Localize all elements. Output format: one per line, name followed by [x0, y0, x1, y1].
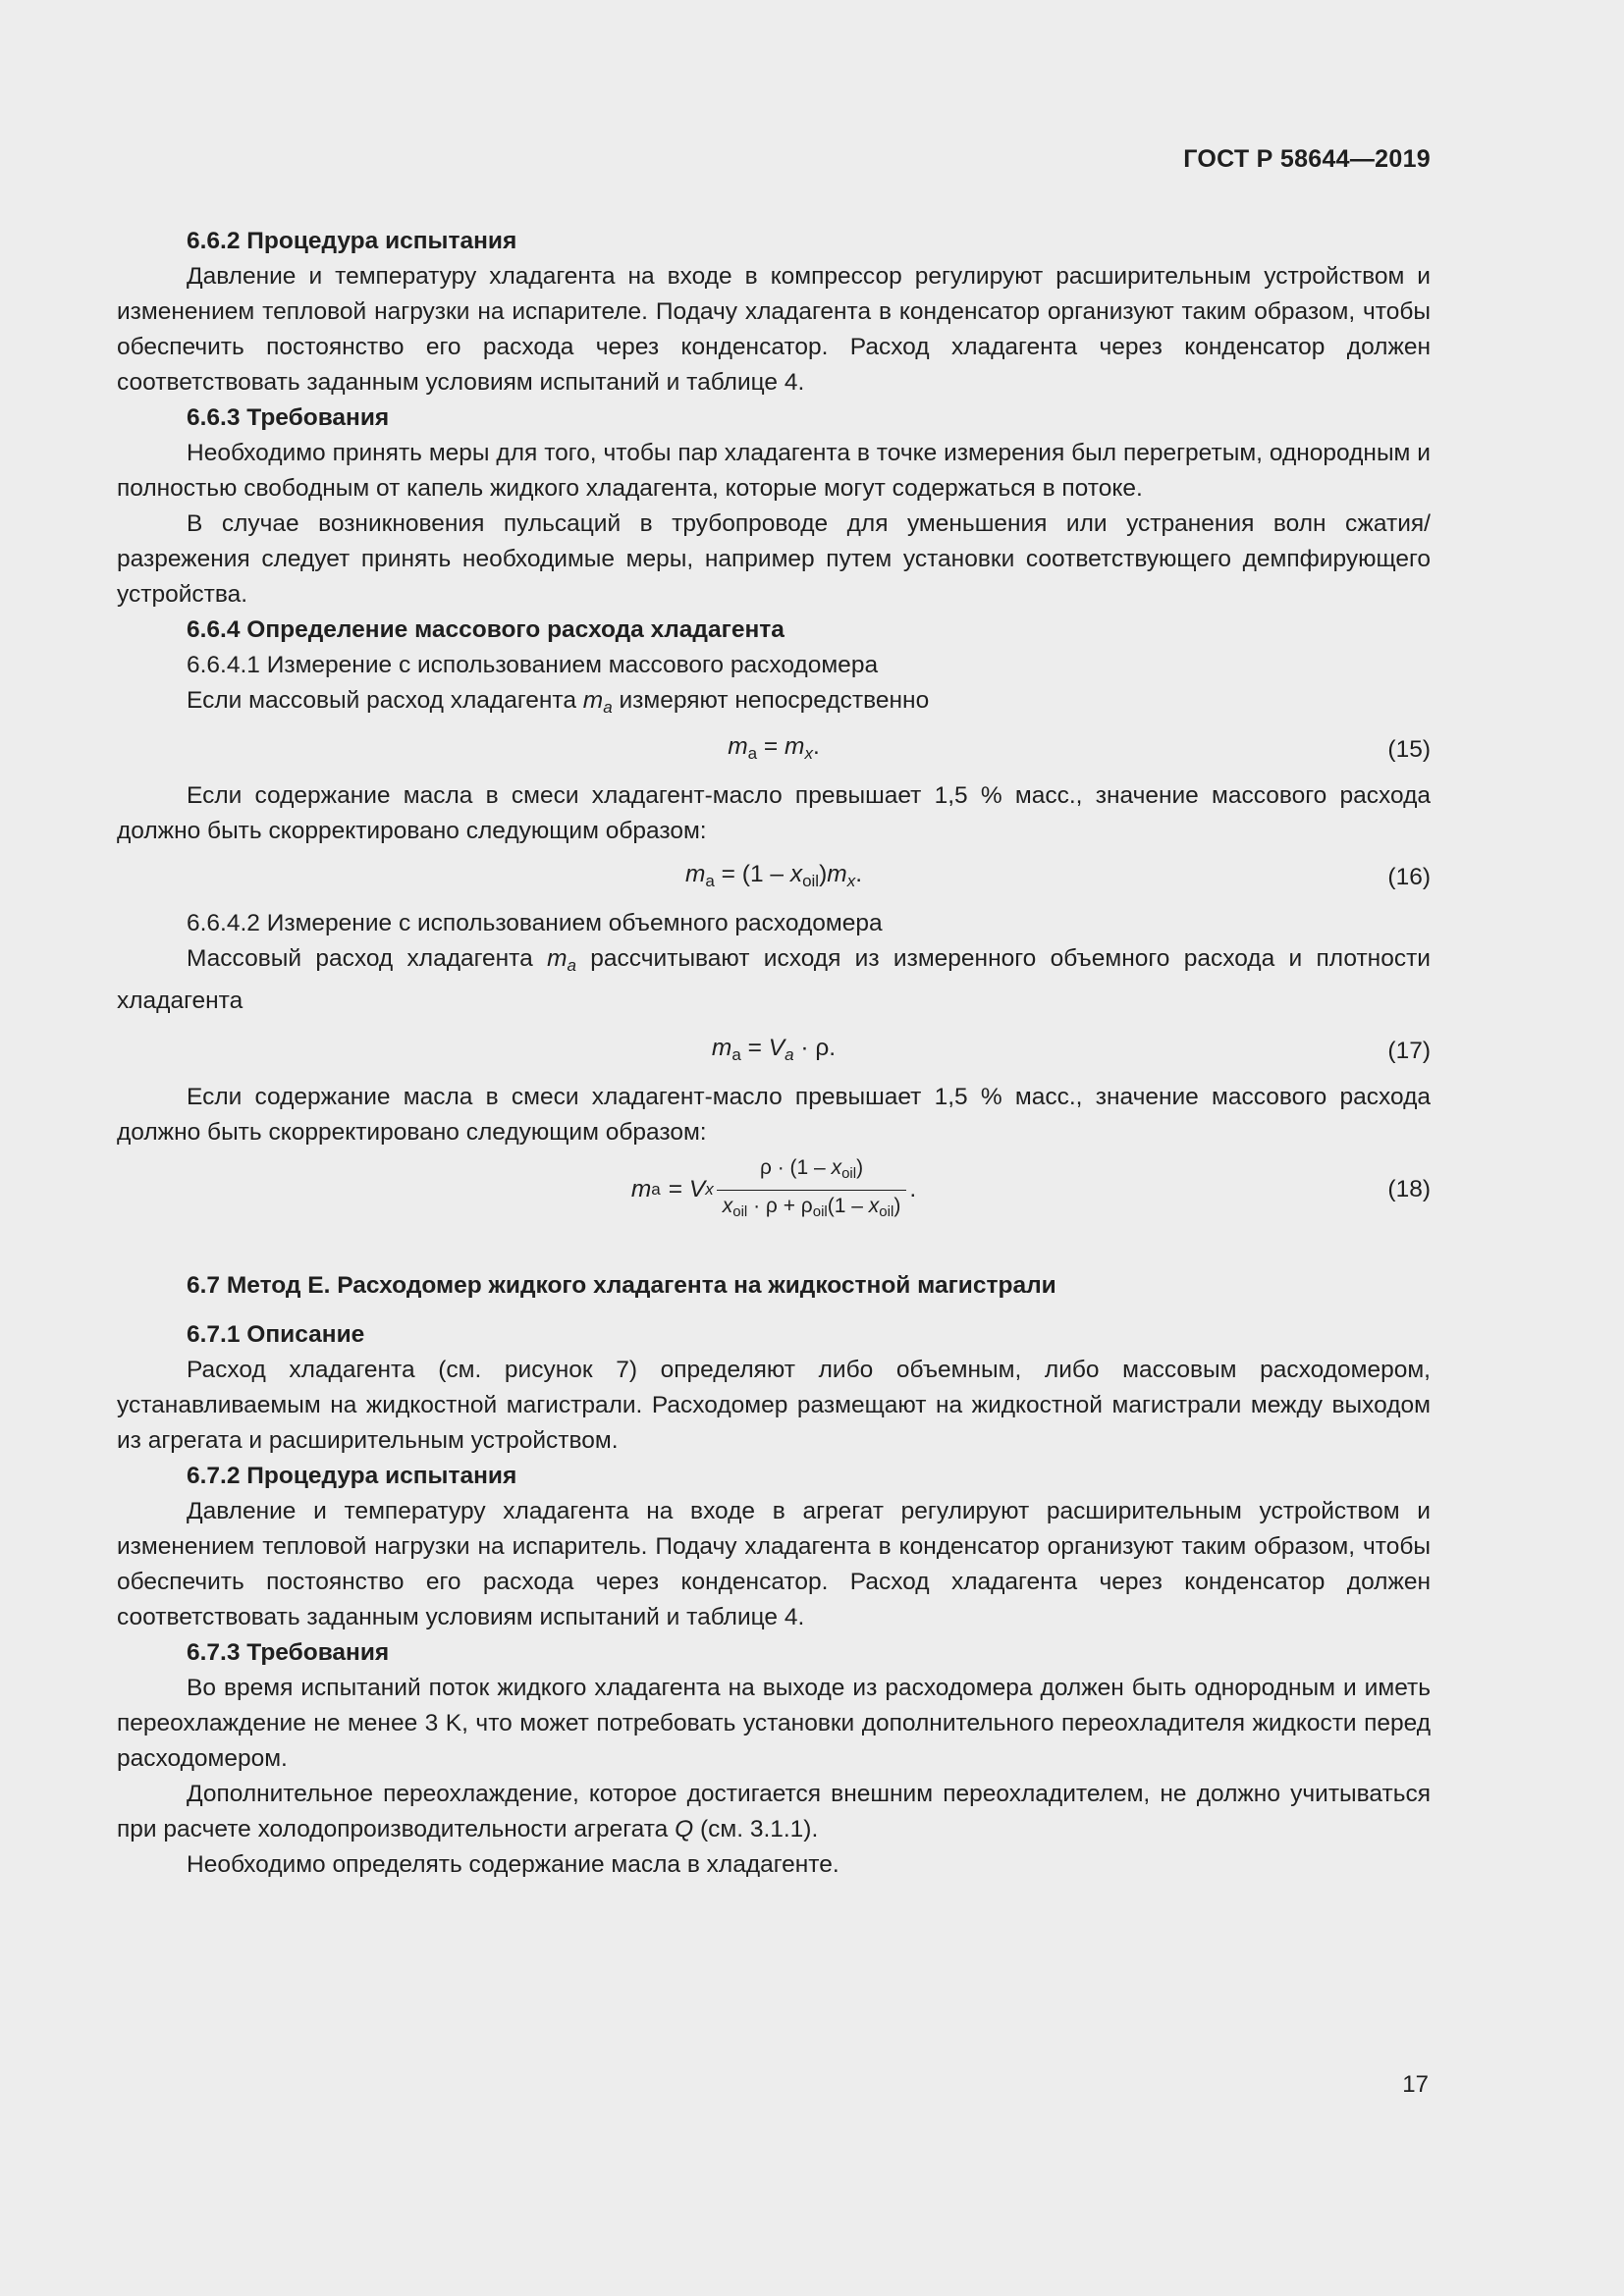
equation-15 — [117, 725, 1431, 774]
section-6-7-1-heading: 6.7.1 Описание — [187, 1321, 365, 1348]
section-6-6-4-heading: 6.6.4 Определение массового расхода хладагента — [187, 616, 785, 643]
section-6-6-3-heading: 6.6.3 Требования — [187, 404, 390, 431]
section-6-7-3-paragraph-3: Необходимо определять содержание масла в хладагенте. — [187, 1851, 839, 1878]
equation-16-number: (16) — [1387, 864, 1431, 890]
section-6-7-2-heading: 6.7.2 Процедура испытания — [187, 1463, 517, 1489]
equation-16-formula: $m_a = (1 - x_{oil})m_x$. — [684, 860, 862, 890]
section-6-7-1-paragraph: Расход хладагента (см. рисунок 7) определяют либо объемным, либо массовым расходомером, устанавливаемым на жидкостной магистрали. Расходомер размещают на жидкостной магистрали между выходом из агрегата и расширительным устройством. — [117, 1357, 1431, 1454]
section-6-6-2-heading: 6.6.2 Процедура испытания — [187, 228, 517, 254]
section-6-7-3-heading: 6.7.3 Требования — [187, 1639, 390, 1666]
subsection-6-6-4-1: 6.6.4.1 Измерение с использованием массового расходомера — [187, 652, 879, 678]
equation-17-number: (17) — [1387, 1038, 1431, 1064]
equation-18 — [117, 1152, 1431, 1227]
section-6-7-3-paragraph-2: Дополнительное переохлаждение, которое достигается внешним переохладителем, не должно учитываться при расчете холодопроизводительности агрегата Q (см. 3.1.1). — [117, 1781, 1431, 1842]
subsection-6-6-4-2: 6.6.4.2 Измерение с использованием объемного расходомера — [187, 910, 883, 936]
section-6-7-2-paragraph: Давление и температуру хладагента на входе в агрегат регулируют расширительным устройством и изменением тепловой нагрузки на испаритель. Подачу хладагента в конденсатор организуют таким образом, чтобы обеспечить постоянство его расхода через конденсатор. Расход хладагента через конденсатор должен соответствовать заданным условиям испытаний и таблице 4. — [117, 1498, 1431, 1630]
equation-17 — [117, 1023, 1431, 1080]
page-content — [117, 224, 1431, 1883]
equation-15-formula: $m_a = m_x$. — [728, 732, 820, 763]
section-6-7-heading: 6.7 Метод Е. Расходомер жидкого хладагента на жидкостной магистрали — [187, 1272, 1056, 1299]
section-6-6-4-paragraph-2: Если содержание масла в смеси хладагент-масло превышает 1,5 % масс., значение массового расхода должно быть скорректировано следующим образом: — [117, 782, 1431, 844]
equation-18-number: (18) — [1387, 1176, 1431, 1202]
section-6-6-3-paragraph-2: В случае возникновения пульсаций в трубопроводе для уменьшения или устранения волн сжатия/ разрежения следует принять необходимые меры, например путем установки соответствующего демпфирующего устройства. — [117, 510, 1431, 608]
equation-18-fraction: $\frac{\rho \cdot (1 - x_{oil})}{x_{oil} \cdot \rho + \rho_{oil}(1 - x_{oil})}$ — [717, 1154, 907, 1226]
equation-17-formula: $m_a = V_a \cdot \rho$. — [711, 1034, 837, 1064]
section-6-7-3-paragraph-1: Во время испытаний поток жидкого хладагента на выходе из расходомера должен быть однородным и иметь переохлаждение не менее 3 K, что может потребовать установки дополнительного переохладителя жидкости перед расходомером. — [117, 1675, 1431, 1772]
section-6-6-4-paragraph-1: Если массовый расход хладагента $m_a$ измеряют непосредственно — [187, 687, 930, 717]
section-6-6-2-paragraph: Давление и температуру хладагента на входе в компрессор регулируют расширительным устройством и изменением тепловой нагрузки на испарителе. Подачу хладагента в конденсатор организуют таким образом, чтобы обеспечить постоянство его расхода через конденсатор. Расход хладагента через конденсатор должен соответствовать заданным условиям испытаний и таблице 4. — [117, 263, 1431, 396]
section-6-6-4-paragraph-3: Массовый расход хладагента $m_a$ рассчитывают исходя из измеренного объемного расхода и плотности хладагента — [117, 945, 1431, 1014]
equation-16 — [117, 849, 1431, 906]
section-6-6-3-paragraph-1: Необходимо принять меры для того, чтобы пар хладагента в точке измерения был перегретым, однородным и полностью свободным от капель жидкого хладагента, которые могут содержаться в потоке. — [117, 440, 1431, 502]
page-number: 17 — [1402, 2071, 1429, 2098]
equation-18-formula: m a = V x $\frac{\rho \cdot (1 - x_{oil})}{x_{oil} \cdot \rho + \rho_{oil}(1 - x_{oil})}$ . — [631, 1154, 916, 1226]
section-6-6-4-paragraph-4: Если содержание масла в смеси хладагент-масло превышает 1,5 % масс., значение массового расхода должно быть скорректировано следующим образом: — [117, 1084, 1431, 1146]
document-header: ГОСТ Р 58644—2019 — [1183, 145, 1431, 173]
equation-15-number: (15) — [1387, 736, 1431, 763]
